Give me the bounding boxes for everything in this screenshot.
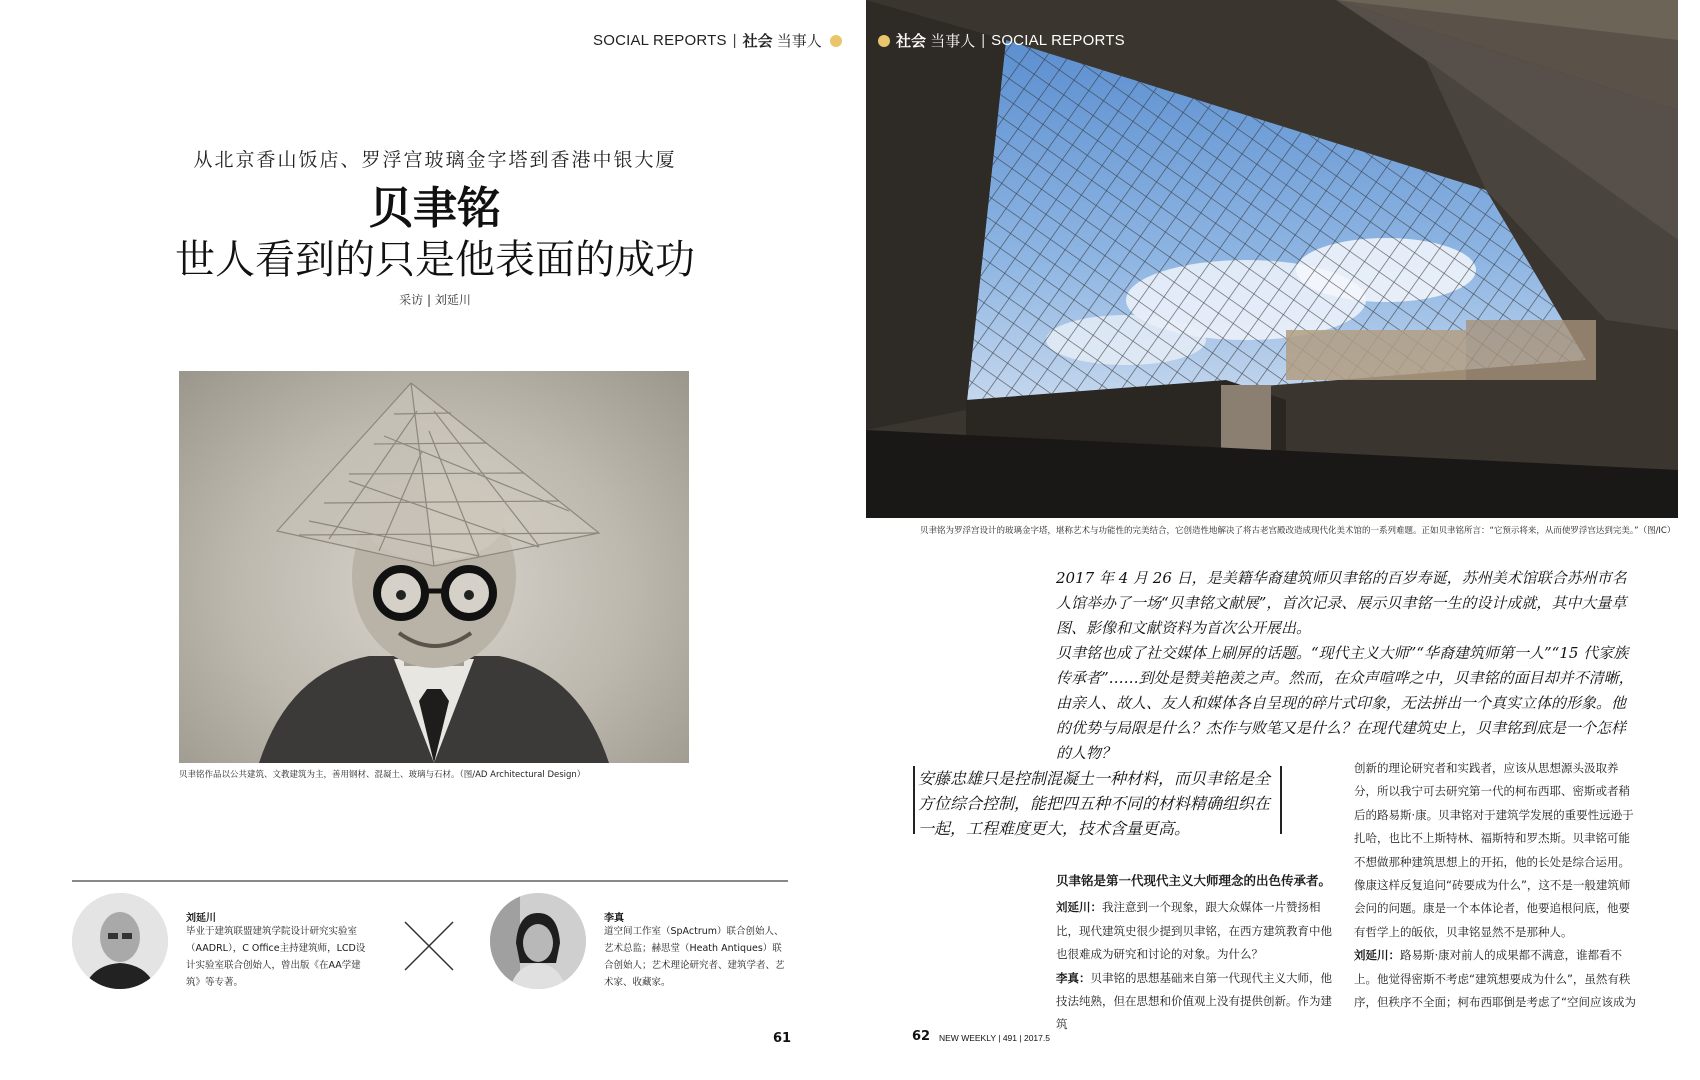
article-byline: 采访 | 刘延川 [399,293,471,307]
louvre-caption: 贝聿铭为罗浮宫设计的玻璃金字塔，堪称艺术与功能性的完美结合，它创造性地解决了将古老宫殿改造成现代化美术馆的一系列难题。正如贝聿铭所言：“它预示将来，从而使罗浮宫达到完美。”（图/IC） [920,526,1676,536]
section-label-en: SOCIAL REPORTS [593,32,727,49]
interview-q1: 刘延川：我注意到一个现象，跟大众媒体一片赞扬相比，现代建筑史很少提到贝聿铭，在西方建筑教育中他也很难成为研究和讨论的对象。为什么？ [1056,900,1332,962]
bio-text-liu: 毕业于建筑联盟建筑学院设计研究实验室（AADRL），C Office主持建筑师，LCD设计实验室联合创始人，曾出版《在AA学建筑》等专著。 [186,926,366,988]
footer-issue-info: NEW WEEKLY | 491 | 2017.5 [939,1033,1050,1043]
bio-name-liu: 刘延川 [186,913,216,924]
interview-subhead: 贝聿铭是第一代现代主义大师理念的出色传承者。 [1056,873,1332,888]
section-label-en-right: SOCIAL REPORTS [991,32,1125,49]
pullquote-bar-left [913,766,915,834]
article-title: 贝聿铭 [369,183,501,234]
interview-a1: 李真：贝聿铭的思想基础来自第一代现代主义大师，他技法纯熟，但在思想和价值观上没有提供创新。作为建筑 [1056,970,1332,1032]
article-subtitle: 世人看到的只是他表面的成功 [175,237,695,283]
issue-number: 491 [1002,1033,1017,1043]
article-kicker: 从北京香山饭店、罗浮宫玻璃金字塔到香港中银大厦 [193,149,677,171]
right-section-header [878,30,1125,51]
avatar-liu-yanchuan [72,893,168,989]
bio-name-li: 李真 [604,913,624,924]
louvre-illustration [866,0,1678,518]
section-divider [72,880,788,882]
avatar-li-zhen [490,893,586,989]
magazine-name: NEW WEEKLY [939,1033,996,1043]
page-number-left: 61 [773,1031,792,1046]
left-section-header [593,30,842,51]
bio-text-li: 道空间工作室（SpActrum）联合创始人、艺术总监；赫思堂（Heath Antiques）联合创始人；艺术理论研究者、建筑学者、艺术家、收藏家。 [604,926,785,988]
lead-paragraph-2: 贝聿铭也成了社交媒体上刷屏的话题。“现代主义大师”“华裔建筑师第一人”“15 代家族传承者”……到处是赞美艳羡之声。然而，在众声喧哗之中，贝聿铭的面目却并不清晰，由亲人、故人、友人和媒体各自呈现的碎片式印象，无法拼出一个真实立体的形象。他的优势与局限是什么？杰作与败笔又是什么？在现代建筑史上，贝聿铭到底是一个怎样的人物？ [1056,644,1634,762]
section-label-cn: 社会 当事人 [742,33,822,50]
cross-divider-icon [403,920,455,972]
interview-column-1 [1056,869,1336,1037]
issue-date: 2017.5 [1023,1033,1050,1043]
section-label-cn-right: 社会 当事人 [896,33,976,50]
portrait-caption: 贝聿铭作品以公共建筑、文教建筑为主，善用钢材、混凝土、玻璃与石材。（图/AD Architectural Design） [179,770,586,780]
section-dot-icon [830,35,842,47]
louvre-pyramid-photo [866,0,1678,518]
lead-paragraph-1: 2017 年 4 月 26 日，是美籍华裔建筑师贝聿铭的百岁寿诞，苏州美术馆联合苏州市名人馆举办了一场“贝聿铭文献展”，首次记录、展示贝聿铭一生的设计成就，其中大量草图、影像和文献资料为首次公开展出。 [1056,569,1627,637]
header-separator-right: | [981,32,986,49]
portrait-photo [179,371,689,763]
lead-paragraph [1056,566,1636,766]
pull-quote: 安藤忠雄只是控制混凝土一种材料，而贝聿铭是全方位综合控制，能把四五种不同的材料精确组织在一起，工程难度更大，技术含量更高。 [918,769,1271,838]
section-dot-icon-right [878,35,890,47]
pullquote-bar-right [1280,766,1282,834]
interview-q2: 刘延川：路易斯·康对前人的成果都不满意，谁都看不上。他觉得密斯不考虑“建筑想要成为什么”，虽然有秩序，但秩序不全面；柯布西耶倒是考虑了“空间应该成为 [1354,948,1636,1010]
portrait-illustration [179,371,689,763]
page-number-right: 62 [912,1029,931,1044]
header-separator: | [732,32,737,49]
interview-column-2 [1354,757,1636,1014]
interview-col2-text: 创新的理论研究者和实践者，应该从思想源头汲取养分，所以我宁可去研究第一代的柯布西耶、密斯或者稍后的路易斯·康。贝聿铭对于建筑学发展的重要性远逊于扎哈，也比不上斯特林、福斯特和罗杰斯。贝聿铭可能不想做那种建筑思想上的开拓，他的长处是综合运用。像康这样反复追问“砖要成为什么”，这不是一般建筑师会问的问题。康是一个本体论者，他要追根问底，他要有哲学上的皈依，贝聿铭显然不是那种人。 [1354,761,1634,939]
